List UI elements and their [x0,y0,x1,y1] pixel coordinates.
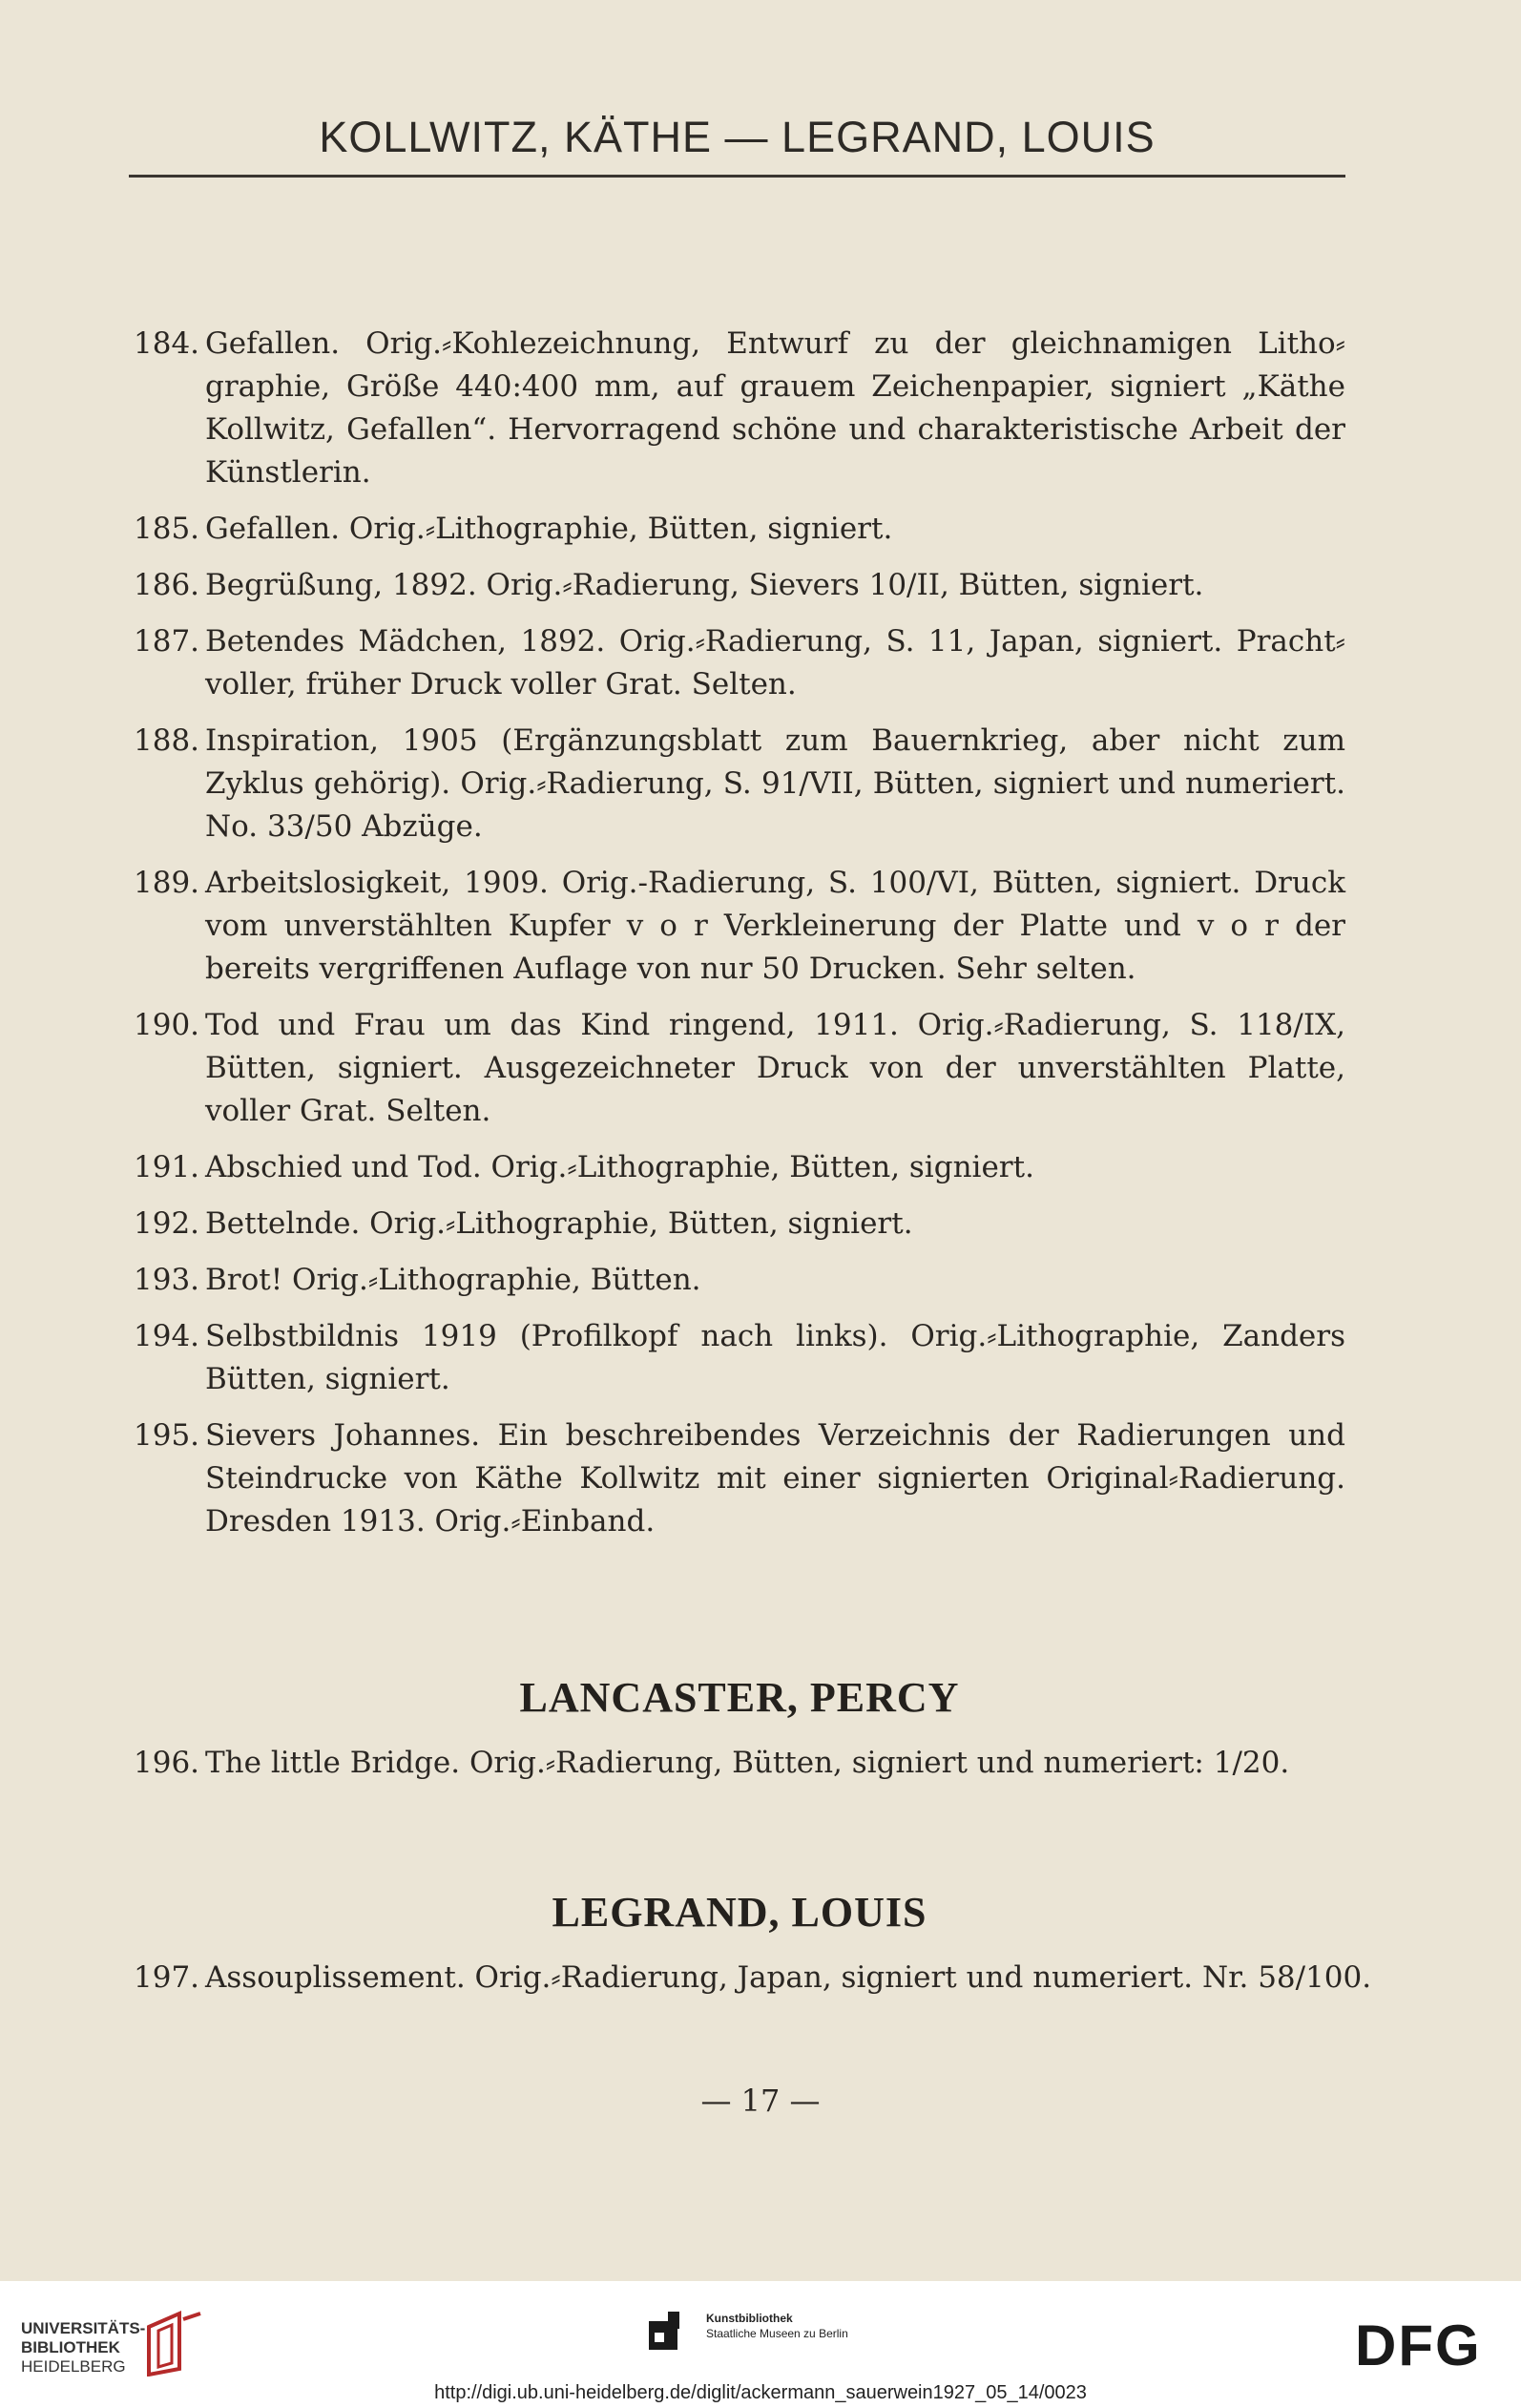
catalog-entry [134,323,1345,494]
page-number: — 17 — [700,2083,821,2119]
catalog-entry [134,862,1345,991]
entry-number: 184. [134,326,200,361]
entry-text: Selbstbildnis 1919 (Profilkopf nach links). Orig.⸗Lithographie, Zanders Bütten, signiert. [205,1319,1345,1396]
entry-number: 185. [134,512,200,546]
dfg-logo-text: DFG [1355,2317,1482,2371]
entry-text: Betendes Mädchen, 1892. Orig.⸗Radierung, S. 11, Japan, signiert. Pracht⸗ voller, früher Druck voller Grat. Selten. [205,624,1345,701]
entry-number: 188. [134,723,200,758]
catalog-entry [134,1957,1417,2000]
catalog-entry [134,1203,1345,1246]
catalog-entry [134,508,1345,551]
entry-number: 195. [134,1418,200,1453]
entry-text: Sievers Johannes. Ein beschreibendes Verzeichnis der Radierungen und Steindrucke von Käthe Kollwitz mit einer signierten Original⸗Radierung. Dresden 1913. Orig.⸗Einband. [205,1418,1345,1539]
entry-list [134,323,1345,1557]
entry-number: 187. [134,624,200,659]
header-rule [129,175,1345,178]
catalog-entry [134,564,1345,607]
kunstbibliothek-name: Kunstbibliothek [706,2312,793,2325]
entry-text: Arbeitslosigkeit, 1909. Orig.-Radierung, S. 100/VI, Bütten, signiert. Druck vom unverstählten Kupfer v o r Verkleinerung der Platte und v o r der bereits vergriffenen Auflage von nur 50 Drucken. Sehr selten. [205,866,1345,986]
entry-number: 186. [134,568,200,602]
ub-logo-line2: BIBLIOTHEK [21,2338,120,2356]
entry-text: The little Bridge. Orig.⸗Radierung, Bütten, signiert und numeriert: 1/20. [205,1746,1290,1780]
section-heading-lancaster: LANCASTER, PERCY [519,1674,960,1721]
ub-emblem-icon [141,2308,208,2381]
entry-number: 194. [134,1319,200,1353]
ub-logo-line3: HEIDELBERG [21,2357,126,2376]
entry-text: Assouplissement. Orig.⸗Radierung, Japan, signiert und numeriert. Nr. 58/100. [205,1960,1372,1995]
digitization-footer [0,2281,1521,2408]
permalink-url[interactable]: http://digi.ub.uni-heidelberg.de/diglit/ackermann_sauerwein1927_05_14/0023 [434,2382,1087,2403]
running-head: KOLLWITZ, KÄTHE — LEGRAND, LOUIS [319,113,1156,161]
catalog-entry [134,620,1345,706]
entry-text: Brot! Orig.⸗Lithographie, Bütten. [205,1263,701,1297]
catalog-entry [134,1742,1417,1785]
entry-text: Inspiration, 1905 (Ergänzungsblatt zum Bauernkrieg, aber nicht zum Zyklus gehörig). Orig.⸗Radierung, S. 91/VII, Bütten, signiert und numeriert. No. 33/50 Abzüge. [205,723,1345,844]
entry-text: Gefallen. Orig.⸗Lithographie, Bütten, signiert. [205,512,893,546]
catalog-entry [134,1315,1345,1401]
entry-number: 189. [134,866,200,900]
section-heading-legrand: LEGRAND, LOUIS [552,1889,927,1936]
entry-number: 193. [134,1263,200,1297]
entry-text: Abschied und Tod. Orig.⸗Lithographie, Bütten, signiert. [205,1150,1034,1184]
entry-text: Begrüßung, 1892. Orig.⸗Radierung, Sievers 10/II, Bütten, signiert. [205,568,1204,602]
entry-text: Bettelnde. Orig.⸗Lithographie, Bütten, signiert. [205,1206,913,1241]
kunstbibliothek-subtitle: Staatliche Museen zu Berlin [706,2327,848,2340]
entry-number: 192. [134,1206,200,1241]
entry-number: 196. [134,1746,200,1780]
entry-number: 191. [134,1150,200,1184]
kunstbibliothek-icon [649,2312,697,2354]
kunstbibliothek-logo[interactable] [649,2312,848,2358]
entry-number: 190. [134,1008,200,1042]
catalog-entry [134,720,1345,848]
entry-number: 197. [134,1960,200,1995]
dfg-logo[interactable] [1355,2317,1498,2376]
entry-text: Tod und Frau um das Kind ringend, 1911. Orig.⸗Radierung, S. 118/IX, Bütten, signiert. Ausgezeichneter Druck von der unverstählten Platte, voller Grat. Selten. [205,1008,1345,1128]
catalog-entry [134,1414,1345,1543]
ub-heidelberg-logo[interactable] [21,2319,145,2377]
catalog-entry [134,1146,1345,1189]
catalog-entry [134,1004,1345,1133]
entry-text: Gefallen. Orig.⸗Kohlezeichnung, Entwurf zu der gleichnamigen Litho⸗ graphie, Größe 440:400 mm, auf grauem Zeichenpapier, signiert „Käthe Kollwitz, Gefallen“. Hervorragend schöne und charakteristische Arbeit der Künstlerin. [205,326,1345,490]
catalog-entry [134,1259,1345,1302]
ub-logo-line1: UNIVERSITÄTS- [21,2319,146,2337]
